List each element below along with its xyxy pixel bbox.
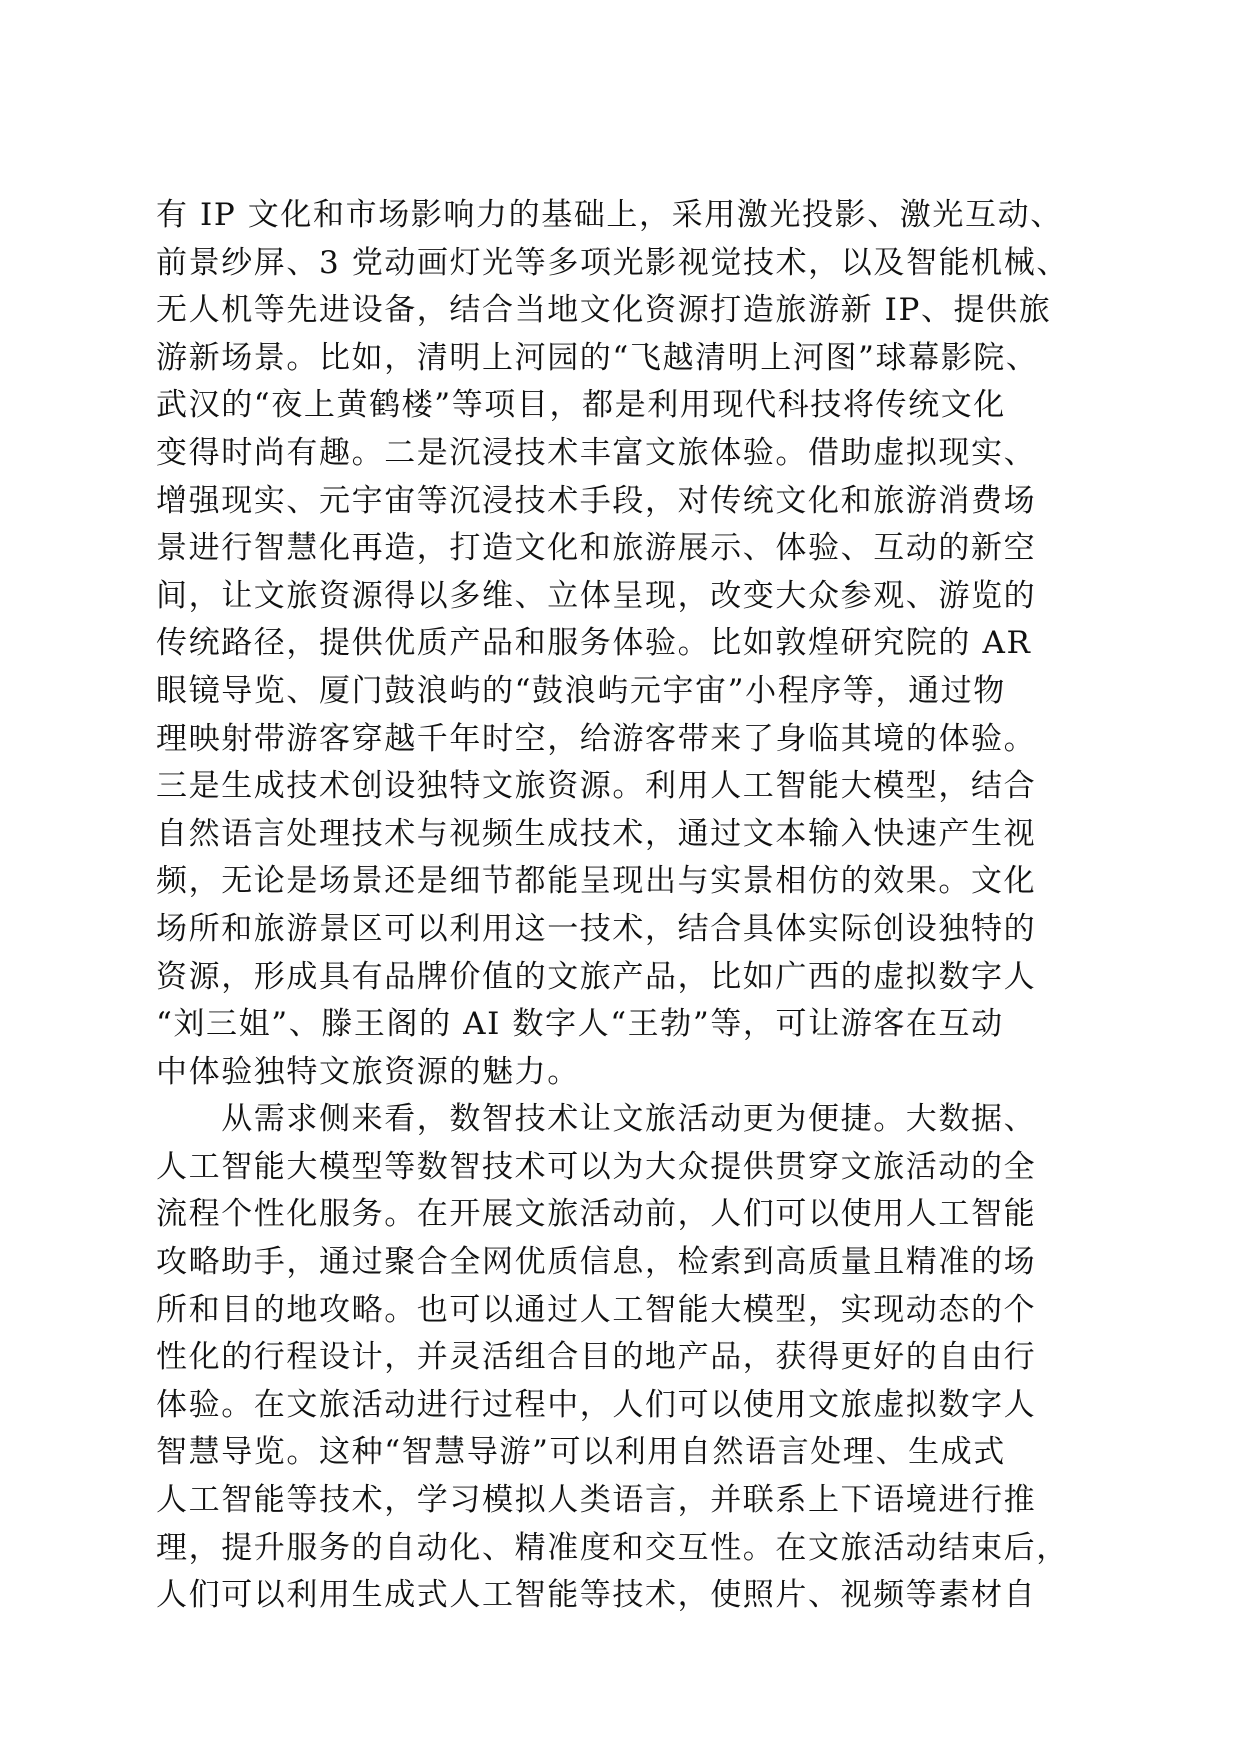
- text-line: 中体验独特文旅资源的魅力。: [156, 1053, 580, 1090]
- text-line: “刘三姐”、滕王阁的 AI 数字人“王勃”等，可让游客在互动: [156, 1006, 1004, 1043]
- paragraph-1: [156, 192, 1086, 1096]
- text-line: 增强现实、元宇宙等沉浸技术手段，对传统文化和旅游消费场: [156, 482, 1037, 519]
- text-line: 自然语言处理技术与视频生成技术，通过文本输入快速产生视: [156, 815, 1037, 852]
- text-line: 前景纱屏、3 党动画灯光等多项光影视觉技术，以及智能机械、: [156, 244, 1069, 281]
- text-line: 流程个性化服务。在开展文旅活动前，人们可以使用人工智能: [156, 1196, 1037, 1233]
- text-line: 所和目的地攻略。也可以通过人工智能大模型，实现动态的个: [156, 1291, 1037, 1328]
- text-line: 眼镜导览、厦门鼓浪屿的“鼓浪屿元宇宙”小程序等，通过物: [156, 672, 1006, 709]
- text-line: 资源，形成具有品牌价值的文旅产品，比如广西的虚拟数字人: [156, 958, 1037, 995]
- text-line: 变得时尚有趣。二是沉浸技术丰富文旅体验。借助虚拟现实、: [156, 434, 1037, 471]
- text-line: 人工智能等技术，学习模拟人类语言，并联系上下语境进行推: [156, 1482, 1037, 1519]
- text-line: 攻略助手，通过聚合全网优质信息，检索到高质量且精准的场: [156, 1244, 1037, 1281]
- text-line: 间，让文旅资源得以多维、立体呈现，改变大众参观、游览的: [156, 577, 1037, 614]
- text-line: 性化的行程设计，并灵活组合目的地产品，获得更好的自由行: [156, 1339, 1037, 1376]
- body-text: [156, 192, 1086, 1620]
- text-line: 人工智能大模型等数智技术可以为大众提供贯穿文旅活动的全: [156, 1148, 1037, 1185]
- text-line: 传统路径，提供优质产品和服务体验。比如敦煌研究院的 AR: [156, 625, 1032, 662]
- text-line: 理映射带游客穿越千年时空，给游客带来了身临其境的体验。: [156, 720, 1037, 757]
- text-line: 无人机等先进设备，结合当地文化资源打造旅游新 IP、提供旅: [156, 292, 1052, 329]
- text-line: 理，提升服务的自动化、精准度和交互性。在文旅活动结束后，: [156, 1529, 1069, 1566]
- text-line: 景进行智慧化再造，打造文化和旅游展示、体验、互动的新空: [156, 530, 1037, 567]
- text-line: 从需求侧来看，数智技术让文旅活动更为便捷。大数据、: [156, 1101, 1037, 1138]
- text-line: 有 IP 文化和市场影响力的基础上，采用激光投影、激光互动、: [156, 197, 1063, 233]
- text-line: 三是生成技术创设独特文旅资源。利用人工智能大模型，结合: [156, 768, 1037, 805]
- text-line: 频，无论是场景还是细节都能呈现出与实景相仿的效果。文化: [156, 863, 1037, 900]
- text-line: 武汉的“夜上黄鹤楼”等项目，都是利用现代科技将传统文化: [156, 387, 1006, 424]
- text-line: 智慧导览。这种“智慧导游”可以利用自然语言处理、生成式: [156, 1434, 1006, 1471]
- text-line: 体验。在文旅活动进行过程中，人们可以使用文旅虚拟数字人: [156, 1386, 1037, 1423]
- text-line: 人们可以利用生成式人工智能等技术，使照片、视频等素材自: [156, 1577, 1037, 1614]
- text-line: 场所和旅游景区可以利用这一技术，结合具体实际创设独特的: [156, 910, 1037, 947]
- paragraph-2: [156, 1096, 1086, 1620]
- text-line: 游新场景。比如，清明上河园的“飞越清明上河图”球幕影院、: [156, 339, 1039, 376]
